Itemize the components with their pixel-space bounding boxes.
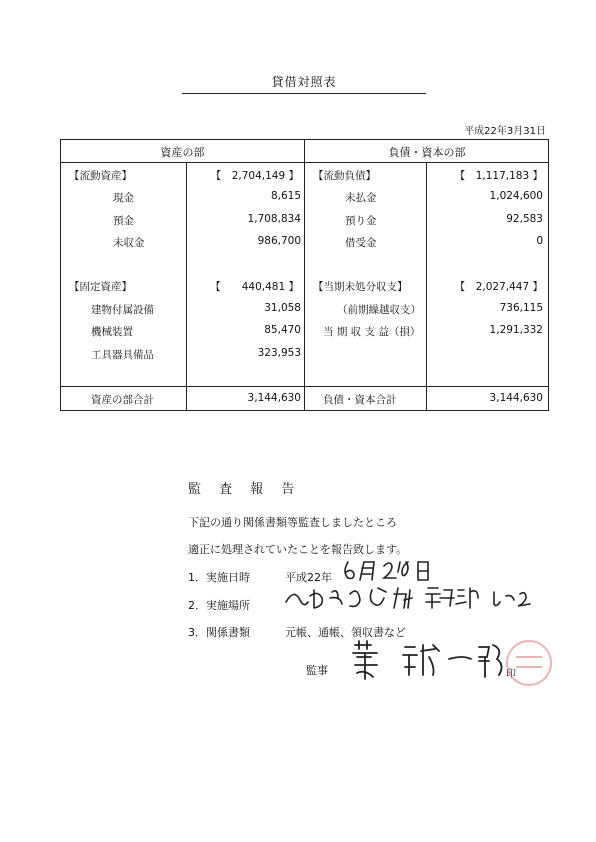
liab-value-divider	[426, 162, 427, 410]
building-equipment-value: 31,058	[264, 302, 301, 314]
red-seal-stamp	[506, 640, 552, 686]
fixed-assets-amount: 【 440,481 】	[210, 281, 299, 293]
prior-carryover-label: （前期繰越収支）	[337, 304, 421, 316]
cash-value: 8,615	[270, 190, 301, 202]
fixed-assets-label: 【固定資産】	[69, 281, 132, 293]
receivables-label: 未収金	[113, 237, 145, 249]
machinery-label: 機械装置	[91, 326, 133, 338]
cash-label: 現金	[113, 192, 134, 204]
item-date-label: 1．実施日時	[188, 571, 250, 584]
machinery-value: 85,470	[264, 324, 301, 336]
audit-line-1: 下記の通り関係書類等監査しましたところ	[188, 516, 397, 529]
receivables-value: 986,700	[257, 235, 301, 247]
item-documents-value: 元帳、通帳、領収書など	[285, 626, 406, 639]
assets-header: 資産の部	[160, 146, 205, 159]
assets-total-value: 3,144,630	[247, 392, 301, 404]
unpaid-label: 未払金	[345, 192, 377, 204]
current-assets-label: 【流動資産】	[69, 170, 132, 182]
title-underline	[182, 93, 426, 94]
current-assets-amount: 【 2,704,149 】	[210, 170, 299, 182]
audit-line-2: 適正に処理されていたことを報告致します。	[188, 543, 408, 556]
deposits-value: 1,708,834	[247, 213, 301, 225]
item-date-value: 平成22年	[285, 571, 332, 584]
balance-sheet-table	[60, 139, 549, 411]
header-divider	[61, 162, 548, 163]
auditor-label: 監事	[306, 664, 328, 677]
center-divider	[304, 140, 305, 410]
tools-value: 323,953	[257, 347, 301, 359]
loans-value: 0	[536, 235, 543, 247]
deposits-label: 預金	[113, 215, 134, 227]
assets-value-divider	[186, 162, 187, 410]
unappropriated-amount: 【 2,027,447 】	[454, 281, 543, 293]
item-documents-label: 3．関係書類	[188, 626, 250, 639]
document-title: 貸借対照表	[271, 75, 337, 89]
liabilities-total-label: 負債・資本合計	[323, 394, 397, 406]
loans-label: 借受金	[345, 237, 377, 249]
totals-divider	[61, 386, 548, 387]
current-liabilities-amount: 【 1,117,183 】	[454, 170, 543, 182]
building-equipment-label: 建物付属設備	[91, 304, 154, 316]
handwritten-date	[338, 556, 438, 584]
document-date: 平成22年3月31日	[464, 126, 546, 137]
item-place-label: 2．実施場所	[188, 599, 250, 612]
current-income-label: 当 期 収 支 益（損）	[323, 326, 421, 338]
audit-report-title: 監 査 報 告	[188, 482, 302, 497]
liabilities-total-value: 3,144,630	[489, 392, 543, 404]
seal-label: 印	[506, 669, 516, 680]
held-deposits-label: 預り金	[345, 215, 377, 227]
current-income-value: 1,291,332	[489, 324, 543, 336]
current-liabilities-label: 【流動負債】	[313, 170, 376, 182]
assets-total-label: 資産の部合計	[91, 394, 154, 406]
handwritten-place	[280, 582, 550, 616]
tools-label: 工具器具備品	[91, 349, 154, 361]
liabilities-header: 負債・資本の部	[388, 146, 466, 159]
unpaid-value: 1,024,600	[489, 190, 543, 202]
held-deposits-value: 92,583	[506, 213, 543, 225]
unappropriated-label: 【当期未処分収支】	[313, 281, 408, 293]
auditor-signature	[345, 637, 505, 685]
prior-carryover-value: 736,115	[499, 302, 543, 314]
